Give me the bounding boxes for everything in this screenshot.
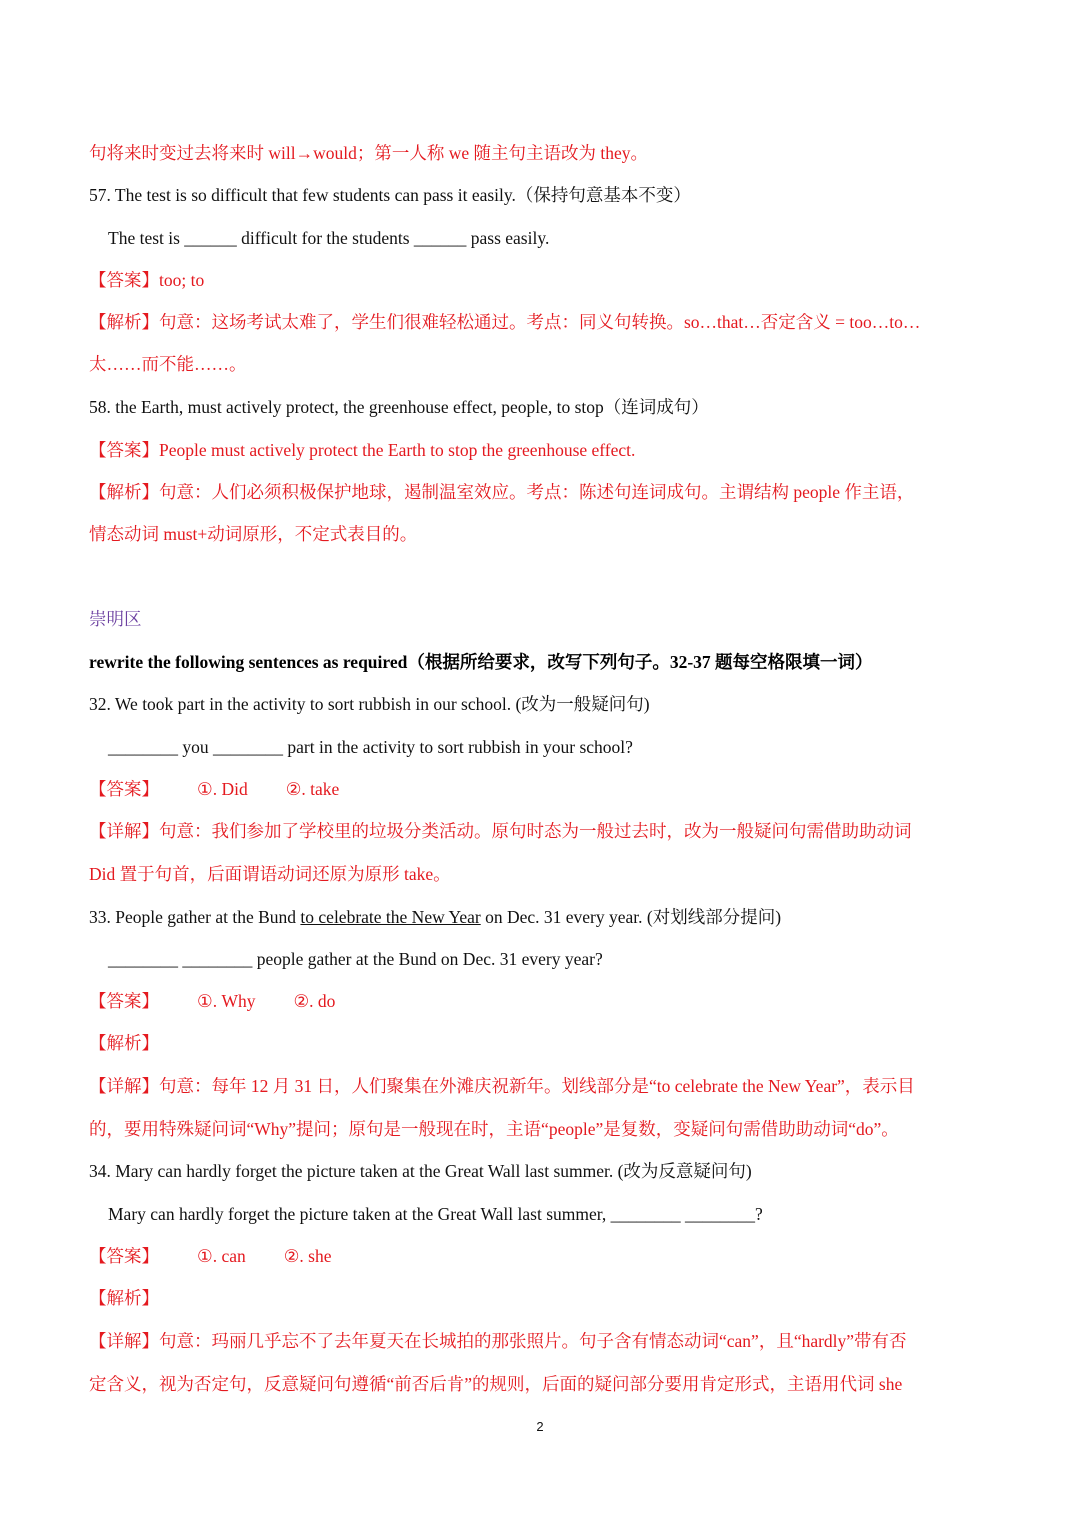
answer-label: 【答案】 xyxy=(89,991,159,1011)
question-32: 32. We took part in the activity to sort rubbish in our school. (改为一般疑问句) xyxy=(89,694,650,714)
section-heading: 崇明区 xyxy=(89,609,142,629)
explanation-32-line1: 【详解】句意：我们参加了学校里的垃圾分类活动。原句时态为一般过去时，改为一般疑问句需借助助动词 xyxy=(89,821,912,841)
section-instruction: rewrite the following sentences as required（根据所给要求，改写下列句子。32-37 题每空格限填一词） xyxy=(89,652,873,672)
answer-label: 【答案】 xyxy=(89,779,159,799)
underlined-phrase: to celebrate the New Year xyxy=(300,907,481,927)
explanation-33-line1: 【详解】句意：每年 12 月 31 日，人们聚集在外滩庆祝新年。划线部分是“to celebrate the New Year”，表示目 xyxy=(89,1076,915,1096)
question-57: 57. The test is so difficult that few students can pass it easily.（保持句意基本不变） xyxy=(89,185,691,205)
answer-label: 【答案】 xyxy=(89,1246,159,1266)
page-number: 2 xyxy=(536,1419,544,1434)
answer-58: 【答案】People must actively protect the Earth to stop the greenhouse effect. xyxy=(89,440,636,460)
answer-item-2: ②. take xyxy=(285,779,340,799)
analysis-label-34: 【解析】 xyxy=(89,1288,159,1308)
question-32-blank: ________ you ________ part in the activity to sort rubbish in your school? xyxy=(108,737,633,757)
question-34-blank: Mary can hardly forget the picture taken at the Great Wall last summer, ________ ________? xyxy=(108,1204,763,1224)
explanation-33-line2: 的，要用特殊疑问词“Why”提问；原句是一般现在时，主语“people”是复数，变疑问句需借助助动词“do”。 xyxy=(89,1119,899,1139)
answer-item-1: ①. can xyxy=(197,1246,246,1266)
explanation-57-line2: 太……而不能……。 xyxy=(89,354,247,374)
answer-33 xyxy=(89,989,990,1013)
analysis-label-33: 【解析】 xyxy=(89,1033,159,1053)
question-33-blank: ________ ________ people gather at the Bund on Dec. 31 every year? xyxy=(108,949,603,969)
question-33 xyxy=(89,905,990,929)
explanation-34-line1: 【详解】句意：玛丽几乎忘不了去年夏天在长城拍的那张照片。句子含有情态动词“can”，且“hardly”带有否 xyxy=(89,1331,907,1351)
question-33-text-before: 33. People gather at the Bund xyxy=(89,907,301,927)
explanation-34-line2: 定含义，视为否定句，反意疑问句遵循“前否后肯”的规则，后面的疑问部分要用肯定形式，主语用代词 she xyxy=(89,1374,903,1394)
answer-item-1: ①. Why xyxy=(197,991,256,1011)
answer-57: 【答案】too; to xyxy=(89,270,205,290)
answer-item-2: ②. she xyxy=(283,1246,332,1266)
answer-34 xyxy=(89,1244,990,1268)
answer-32 xyxy=(89,777,990,801)
answer-item-2: ②. do xyxy=(293,991,336,1011)
question-58: 58. the Earth, must actively protect, the greenhouse effect, people, to stop（连词成句） xyxy=(89,397,709,417)
question-57-blank: The test is ______ difficult for the students ______ pass easily. xyxy=(108,228,550,248)
explanation-57-line1: 【解析】句意：这场考试太难了，学生们很难轻松通过。考点：同义句转换。so…that…否定含义 = too…to… xyxy=(89,312,921,332)
explanation-58-line1: 【解析】句意：人们必须积极保护地球，遏制温室效应。考点：陈述句连词成句。主谓结构 people 作主语， xyxy=(89,482,915,502)
answer-item-1: ①. Did xyxy=(197,779,248,799)
explanation-line: 句将来时变过去将来时 will→would；第一人称 we 随主句主语改为 they。 xyxy=(89,143,649,163)
explanation-58-line2: 情态动词 must+动词原形，不定式表目的。 xyxy=(89,524,418,544)
question-34: 34. Mary can hardly forget the picture taken at the Great Wall last summer. (改为反意疑问句) xyxy=(89,1161,752,1181)
explanation-32-line2: Did 置于句首，后面谓语动词还原为原形 take。 xyxy=(89,864,451,884)
question-33-text-after: on Dec. 31 every year. (对划线部分提问) xyxy=(480,907,782,927)
